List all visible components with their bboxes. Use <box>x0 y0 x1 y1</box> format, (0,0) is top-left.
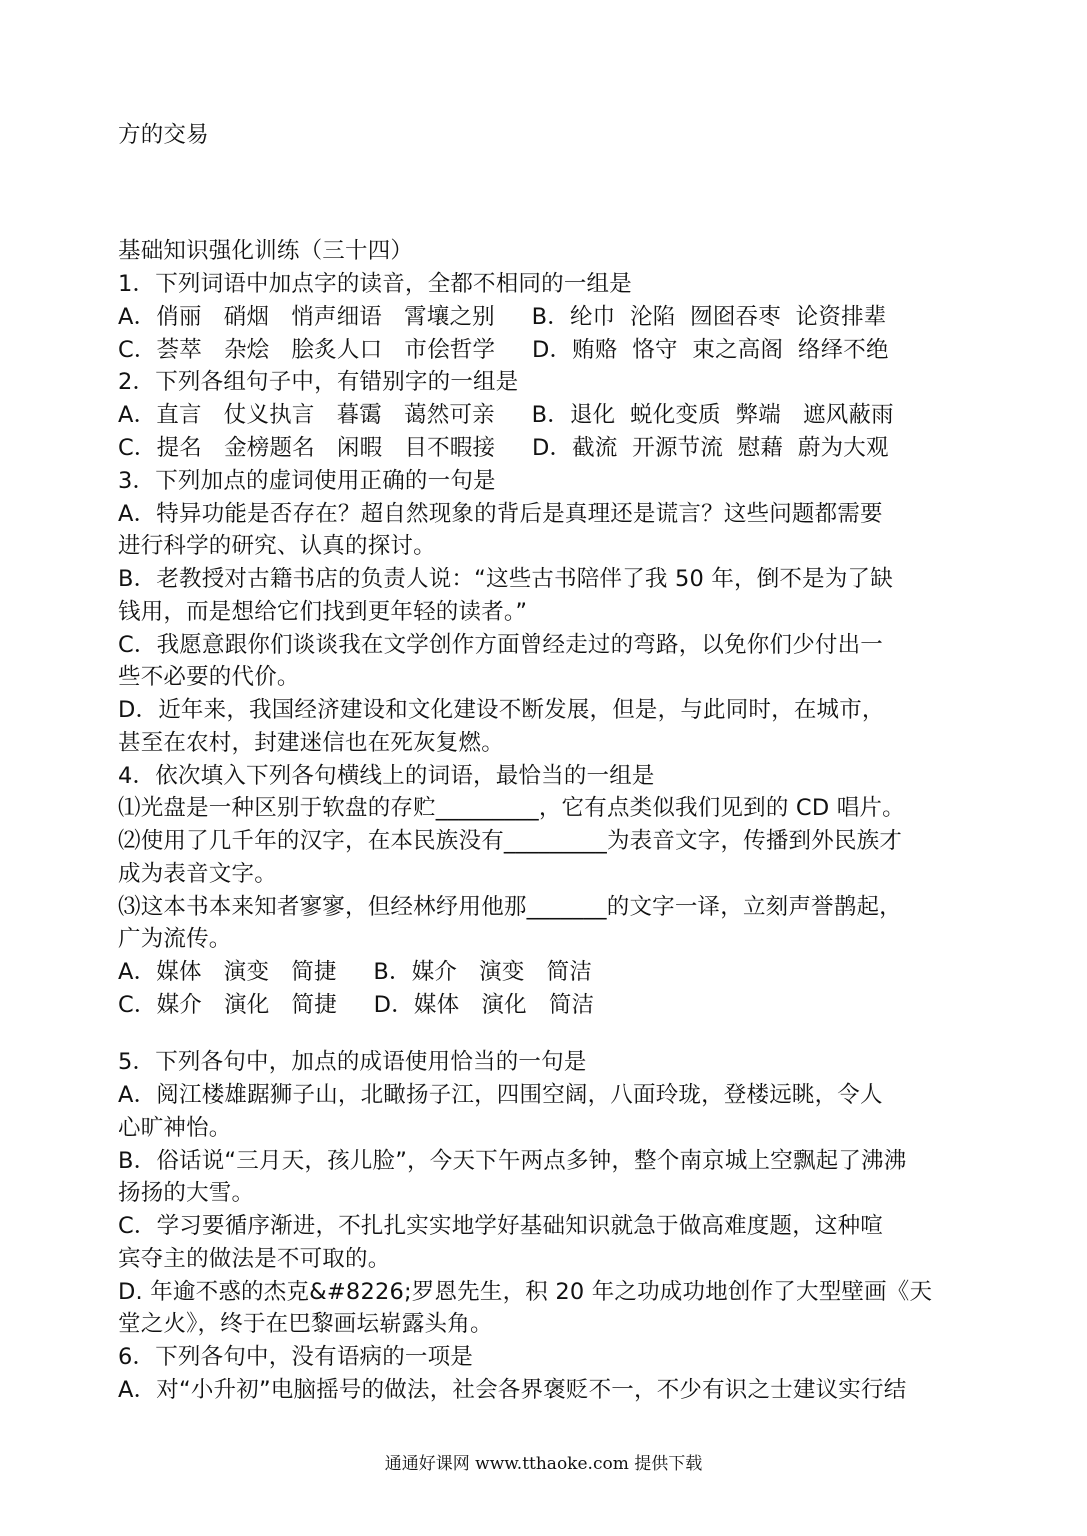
option-line: C．我愿意跟你们谈谈我在文学创作方面曾经走过的弯路，以免你们少付出一 <box>118 632 884 658</box>
text-line: 方的交易 <box>118 122 209 148</box>
option-line: D. 年逾不惑的杰克&#8226;罗恩先生，积 20 年之功成功地创作了大型壁画《天 <box>118 1279 933 1305</box>
section-title: 基础知识强化训练（三十四） <box>118 238 414 264</box>
text-line: ⑶这本书本来知者寥寥，但经林纾用他那_______的文字一译，立刻声誉鹊起， <box>118 894 902 920</box>
text-line: 心旷神怡。 <box>118 1115 232 1141</box>
text-line: 宾夺主的做法是不可取的。 <box>118 1246 391 1272</box>
option-line: C．提名 金榜题名 闲暇 目不暇接 D．截流 开源节流 慰藉 蔚为大观 <box>118 435 889 461</box>
option-line: A．特异功能是否存在？超自然现象的背后是真理还是谎言？这些问题都需要 <box>118 501 883 527</box>
option-line: A．俏丽 硝烟 悄声细语 霄壤之别 B．纶巾 沦陷 囫囵吞枣 论资排辈 <box>118 304 887 330</box>
text-line: ⑴光盘是一种区别于软盘的存贮_________，它有点类似我们见到的 CD 唱片。 <box>118 795 905 821</box>
question-3: 3．下列加点的虚词使用正确的一句是 <box>118 468 496 494</box>
question-1: 1．下列词语中加点字的读音，全都不相同的一组是 <box>118 271 632 297</box>
text-line: 成为表音文字。 <box>118 861 277 887</box>
option-line: A．媒体 演变 简捷 B．媒介 演变 简洁 <box>118 959 593 985</box>
option-line: C．媒介 演化 简捷 D．媒体 演化 简洁 <box>118 992 595 1018</box>
text-line: 广为流传。 <box>118 926 232 952</box>
text-line: 进行科学的研究、认真的探讨。 <box>118 533 436 559</box>
question-2: 2．下列各组句子中，有错别字的一组是 <box>118 369 519 395</box>
question-5: 5．下列各句中，加点的成语使用恰当的一句是 <box>118 1049 587 1075</box>
text-line: ⑵使用了几千年的汉字，在本民族没有_________为表音文字，传播到外民族才 <box>118 828 903 854</box>
option-line: A．直言 仗义执言 暮霭 蔼然可亲 B．退化 蜕化变质 弊端 遮风蔽雨 <box>118 402 894 428</box>
text-line: 堂之火》，终于在巴黎画坛崭露头角。 <box>118 1311 493 1337</box>
option-line: B．老教授对古籍书店的负责人说：“这些古书陪伴了我 50 年，倒不是为了缺 <box>118 566 893 592</box>
option-line: D．近年来，我国经济建设和文化建设不断发展，但是，与此同时，在城市， <box>118 697 885 723</box>
text-line: 甚至在农村，封建迷信也在死灰复燃。 <box>118 730 504 756</box>
question-6: 6．下列各句中，没有语病的一项是 <box>118 1344 474 1370</box>
question-4: 4．依次填入下列各句横线上的词语，最恰当的一组是 <box>118 763 655 789</box>
option-line: A．对“小升初”电脑摇号的做法，社会各界褒贬不一，不少有识之士建议实行结 <box>118 1377 907 1403</box>
option-line: C．学习要循序渐进，不扎扎实实地学好基础知识就急于做高难度题，这种喧 <box>118 1213 884 1239</box>
text-line: 些不必要的代价。 <box>118 664 300 690</box>
page-footer: 通通好课网 www.tthaoke.com 提供下载 <box>384 1454 703 1474</box>
option-line: B．俗话说“三月天，孩儿脸”，今天下午两点多钟，整个南京城上空飘起了沸沸 <box>118 1148 907 1174</box>
text-line: 钱用，而是想给它们找到更年轻的读者。” <box>118 599 528 625</box>
option-line: A．阅江楼雄踞狮子山，北瞰扬子江，四围空阔，八面玲珑，登楼远眺，令人 <box>118 1082 883 1108</box>
option-line: C．荟萃 杂烩 脍炙人口 市侩哲学 D．贿赂 恪守 束之高阁 络绎不绝 <box>118 337 889 363</box>
text-line: 扬扬的大雪。 <box>118 1180 255 1206</box>
